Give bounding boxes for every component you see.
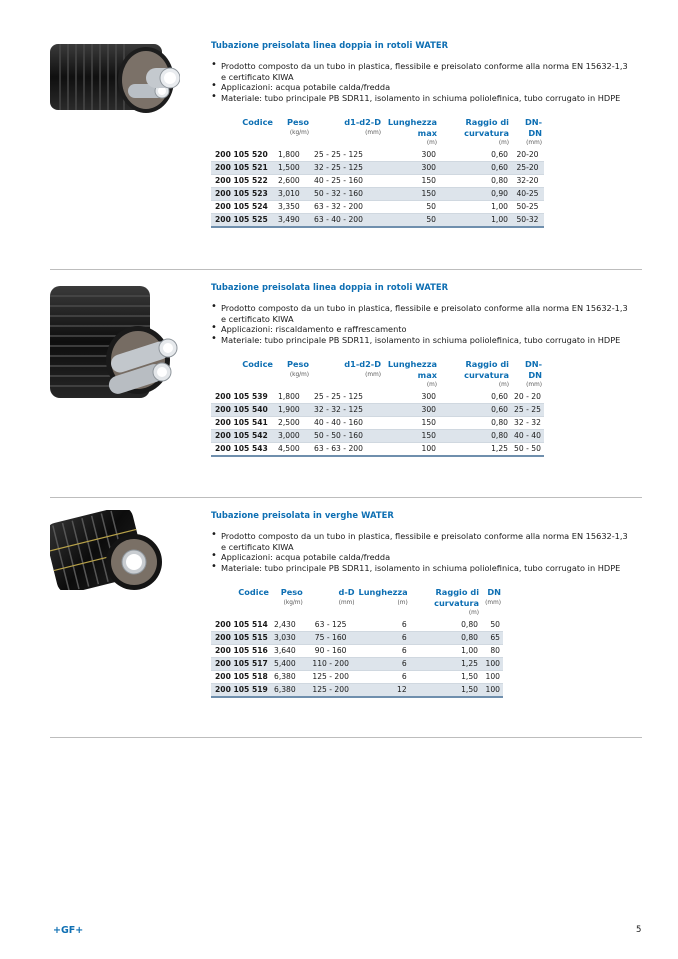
table-row: 200 105 525 3,490 63 - 40 - 200 50 1,00 50-32 [211,214,544,228]
col-header-lunghezza: Lunghezza (m) [358,587,408,606]
section-title: Tubazione preisolata linea doppia in rotoli WATER [211,282,449,292]
table-row: 200 105 518 6,380 125 - 200 6 1,50 100 [211,671,503,684]
feature-item: • Applicazioni: acqua potabile calda/fredda [211,82,631,93]
section-content [211,510,631,698]
col-header-codice: Codice [238,587,269,598]
table-row: 200 105 540 1,900 32 - 32 - 125 300 0,60 25 - 25 [211,404,544,417]
product-table [211,117,544,228]
pipe-image-double-coil-water [50,40,180,120]
col-header-dimensions: d1-d2-D (mm) [344,117,381,136]
table-row: 200 105 524 3,350 63 - 32 - 200 50 1,00 50-25 [211,201,544,214]
feature-item: • Applicazioni: riscaldamento e raffrescamento [211,324,631,335]
feature-item: • Prodotto composto da un tubo in plastica, flessibile e preisolato conforme alla norma EN 15632-1,3 e certificato KIWA [211,303,631,324]
col-header-dimensions: d-D (mm) [338,587,355,606]
feature-item: • Applicazioni: acqua potabile calda/fredda [211,552,631,563]
col-header-dn: DN-DN (mm) [524,117,542,147]
table-row: 200 105 514 2,430 63 - 125 6 0,80 50 [211,619,503,632]
col-header-lunghezza: Lunghezza max (m) [387,117,437,147]
table-row: 200 105 516 3,640 90 - 160 6 1,00 80 [211,645,503,658]
section-divider [50,737,642,738]
table-row: 200 105 543 4,500 63 - 63 - 200 100 1,25 50 - 50 [211,443,544,457]
feature-list [211,303,631,345]
feature-item: • Materiale: tubo principale PB SDR11, isolamento in schiuma poliolefinica, tubo corrugato in HDPE [211,563,631,574]
table-row: 200 105 520 1,800 25 - 25 - 125 300 0,60 20-20 [211,149,544,162]
section-divider [50,269,642,270]
feature-item: • Prodotto composto da un tubo in plastica, flessibile e preisolato conforme alla norma EN 15632-1,3 e certificato KIWA [211,531,631,552]
feature-list [211,531,631,573]
pipe-image-double-coil-heating [50,282,180,402]
col-header-raggio: Raggio di curvatura (m) [464,359,509,389]
table-row: 200 105 539 1,800 25 - 25 - 125 300 0,60 20 - 20 [211,391,544,404]
pipe-image-single-bars [50,510,180,590]
section-content [211,282,631,457]
col-header-lunghezza: Lunghezza max (m) [387,359,437,389]
col-header-peso: Peso (kg/m) [286,117,309,136]
section-title: Tubazione preisolata linea doppia in rotoli WATER [211,40,449,50]
table-row: 200 105 521 1,500 32 - 25 - 125 300 0,60 25-20 [211,162,544,175]
table-row: 200 105 517 5,400 110 - 200 6 1,25 100 [211,658,503,671]
feature-item: • Prodotto composto da un tubo in plastica, flessibile e preisolato conforme alla norma EN 15632-1,3 e certificato KIWA [211,61,631,82]
section-content [211,40,631,228]
col-header-raggio: Raggio di curvatura (m) [464,117,509,147]
feature-item: • Materiale: tubo principale PB SDR11, isolamento in schiuma poliolefinica, tubo corrugato in HDPE [211,335,631,346]
col-header-dn: DN-DN (mm) [524,359,542,389]
product-section-3 [50,510,642,730]
col-header-raggio: Raggio di curvatura (m) [434,587,480,617]
gf-logo: +GF+ [53,925,84,936]
product-section-2 [50,282,642,492]
feature-item: • Materiale: tubo principale PB SDR11, isolamento in schiuma poliolefinica, tubo corrugato in HDPE [211,93,631,104]
section-title: Tubazione preisolata in verghe WATER [211,510,394,520]
product-section-1 [50,40,642,260]
table-row: 200 105 542 3,000 50 - 50 - 160 150 0,80 40 - 40 [211,430,544,443]
table-row: 200 105 519 6,380 125 - 200 12 1,50 100 [211,684,503,698]
table-row: 200 105 515 3,030 75 - 160 6 0,80 65 [211,632,503,645]
feature-list [211,61,631,103]
product-table [211,587,503,698]
section-divider [50,497,642,498]
page-number: 5 [636,925,642,935]
col-header-peso: Peso (kg/m) [280,587,303,606]
col-header-codice: Codice [242,359,273,370]
col-header-dimensions: d1-d2-D (mm) [344,359,381,378]
col-header-peso: Peso (kg/m) [286,359,309,378]
table-row: 200 105 523 3,010 50 - 32 - 160 150 0,90 40-25 [211,188,544,201]
col-header-codice: Codice [242,117,273,128]
table-row: 200 105 522 2,600 40 - 25 - 160 150 0,80 32-20 [211,175,544,188]
table-row: 200 105 541 2,500 40 - 40 - 160 150 0,80 32 - 32 [211,417,544,430]
col-header-dn: DN (mm) [485,587,501,606]
product-table [211,359,544,457]
